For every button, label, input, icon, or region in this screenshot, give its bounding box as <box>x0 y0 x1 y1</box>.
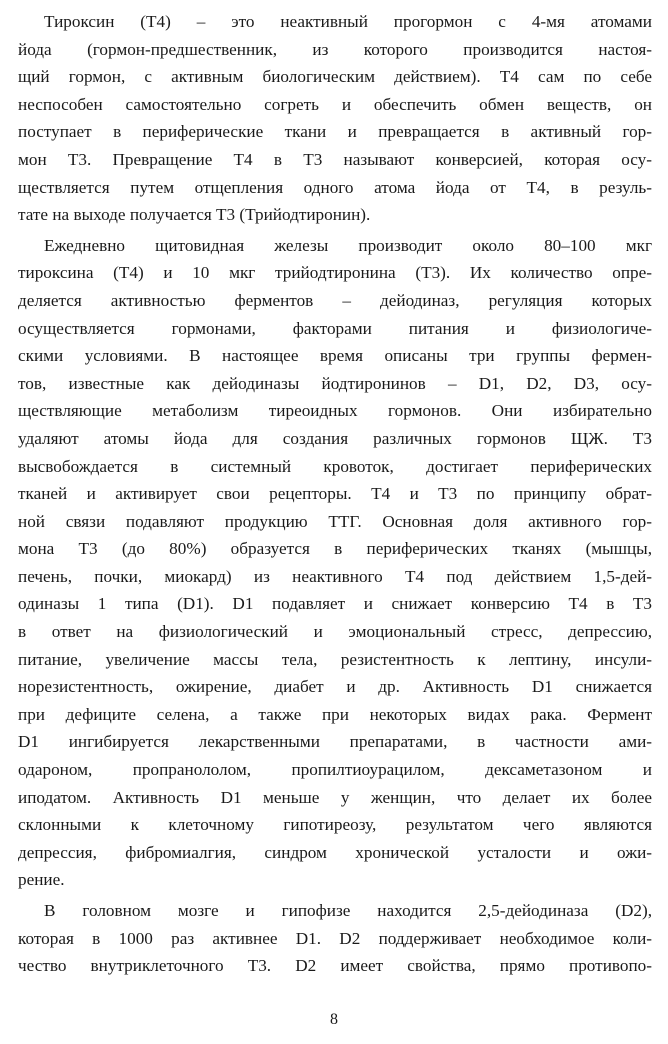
text-line: удаляют атомы йода для создания различных гормонов ЩЖ. Т3 <box>18 428 652 448</box>
text-line: скими условиями. В настоящее время описаны три группы фермен- <box>18 346 652 366</box>
text-line: депрессия, фибромиалгия, синдром хронической усталости и ожи- <box>18 842 652 862</box>
text-line: одароном, пропранололом, пропилтиоурацилом, дексаметазоном и <box>18 760 652 780</box>
text-line: ной связи подавляют продукцию ТТГ. Основная доля активного гор- <box>18 511 652 531</box>
text-line: высвобождается в системный кровоток, достигает периферических <box>18 456 652 476</box>
text-line: в ответ на физиологический и эмоциональный стресс, депрессию, <box>18 622 652 642</box>
text-line: осуществляется гормонами, факторами питания и физиологиче- <box>18 318 652 338</box>
text-line: деляется активностью ферментов – дейодиназ, регуляция которых <box>18 290 652 310</box>
text-line: склонными к клеточному гипотиреозу, результатом чего являются <box>18 815 652 835</box>
text-line: норезистентность, ожирение, диабет и др. Активность D1 снижается <box>18 677 652 697</box>
text-line: тов, известные как дейодиназы йодтиронинов – D1, D2, D3, осу- <box>18 373 652 393</box>
paragraph-thyroxine <box>18 8 652 229</box>
text-line: рение. <box>18 870 65 890</box>
text-line: при дефиците селена, а также при некоторых видах рака. Фермент <box>18 704 652 724</box>
paragraph-deiodinases <box>18 232 652 894</box>
text-line: щий гормон, с активным биологическим действием). Т4 сам по себе <box>18 67 652 87</box>
text-line: тате на выходе получается Т3 (Трийодтиронин). <box>18 205 371 225</box>
text-line: ществляется путем отщепления одного атома йода от Т4, в резуль- <box>18 177 652 197</box>
text-line: тироксина (Т4) и 10 мкг трийодтиронина (Т3). Их количество опре- <box>18 263 652 283</box>
text-line: D1 ингибируется лекарственными препаратами, в частности ами- <box>18 732 652 752</box>
paragraph-d2 <box>18 897 652 980</box>
text-line: тканей и активирует свои рецепторы. Т4 и Т3 по принципу обрат- <box>18 484 652 504</box>
page-number: 8 <box>330 1011 338 1028</box>
text-line: йода (гормон-предшественник, из которого производится настоя- <box>18 39 652 59</box>
text-line: мон Т3. Превращение Т4 в Т3 называют конверсией, которая осу- <box>18 149 652 169</box>
text-line: печень, почки, миокард) из неактивного Т4 под действием 1,5-дей- <box>18 566 652 586</box>
text-line: одиназы 1 типа (D1). D1 подавляет и снижает конверсию Т4 в Т3 <box>18 594 652 614</box>
text-line: ществляющие метаболизм тиреоидных гормонов. Они избирательно <box>18 401 652 421</box>
text-line: В головном мозге и гипофизе находится 2,5-дейодиназа (D2), <box>44 901 652 920</box>
text-line: которая в 1000 раз активнее D1. D2 поддерживает необходимое коли- <box>18 928 652 948</box>
text-line: Ежедневно щитовидная железы производит около 80–100 мкг <box>44 235 652 255</box>
text-line: неспособен самостоятельно согреть и обеспечить обмен веществ, он <box>18 94 652 114</box>
text-line: Тироксин (Т4) – это неактивный прогормон с 4-мя атомами <box>44 12 652 31</box>
text-line: мона Т3 (до 80%) образуется в периферических тканях (мышцы, <box>18 539 652 559</box>
text-line: иподатом. Активность D1 меньше у женщин, что делает их более <box>18 787 652 807</box>
text-line: поступает в периферические ткани и превращается в активный гор- <box>18 122 652 142</box>
text-line: питание, увеличение массы тела, резистентность к лептину, инсули- <box>18 649 652 669</box>
text-line: чество внутриклеточного Т3. D2 имеет свойства, прямо противопо- <box>18 956 652 976</box>
page-body <box>18 8 652 980</box>
